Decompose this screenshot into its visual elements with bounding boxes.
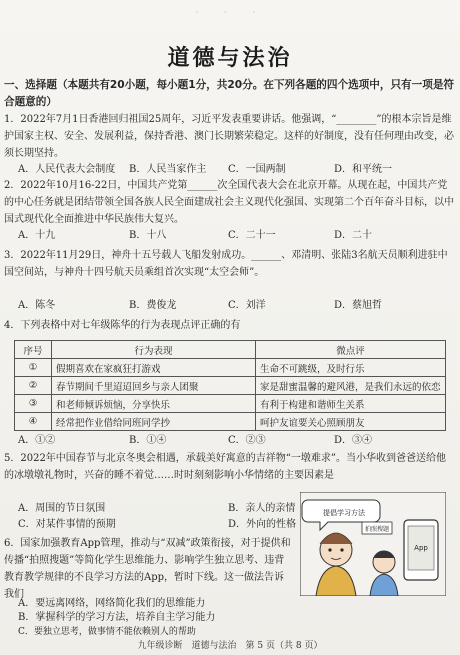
- section-heading: 一、选择题（本题共有20小题，每小题1分，共20分。在下列各题的四个选项中，只有一项是符合题意的）: [4, 79, 455, 108]
- column-header: 序号: [15, 341, 52, 359]
- row-number: ②: [15, 377, 52, 395]
- question-4: [4, 317, 456, 334]
- column-header: 行为表现: [52, 341, 256, 359]
- comment-cell: 家是甜蜜温馨的避风港，是我们永远的依恋: [256, 377, 446, 395]
- table-header-row: [15, 341, 446, 359]
- option-a: A．人民代表大会制度: [18, 164, 116, 175]
- column-header: 微点评: [256, 341, 446, 359]
- option-a: A．要远离网络，网络简化我们的思维能力: [18, 598, 206, 609]
- option-b: B．人民当家作主: [129, 164, 207, 175]
- option-a: A．①②: [18, 435, 56, 446]
- row-number: ①: [15, 359, 52, 377]
- page-footer: 九年级诊断 道德与法治 第 5 页（共 8 页）: [137, 641, 323, 651]
- question-stem: 4．下列表格中对七年级陈华的行为表现点评正确的有: [4, 320, 241, 331]
- option-a: A．陈冬: [18, 300, 56, 311]
- table-row: [15, 377, 446, 395]
- option-b: B．①④: [129, 435, 167, 446]
- option-b: B．亲人的亲情: [228, 503, 296, 514]
- option-c: C．一国两制: [228, 164, 286, 175]
- option-c: C．二十一: [228, 230, 276, 241]
- option-d: D．二十: [334, 230, 373, 241]
- row-number: ④: [15, 413, 52, 431]
- option-a: A．十九: [18, 230, 56, 241]
- behavior-cell: 经常把作业借给同班同学抄: [52, 413, 256, 431]
- option-d: D．外向的性格: [228, 519, 297, 530]
- option-d: D．和平统一: [334, 164, 393, 175]
- question-1: [4, 111, 456, 162]
- table-row: [15, 413, 446, 431]
- comment-cell: 呵护友谊要关心照顾朋友: [256, 413, 446, 431]
- question-6: [4, 535, 294, 603]
- behavior-table: [14, 340, 446, 431]
- question-stem: 6．国家加强教育App管理，推动与“双减”政策衔接，对于提供和传播“拍照搜题”等简化学生思维能力、影响学生独立思考、违背教育教学规律的不良学习方法的App，暂时下线。这一做法告诉我们: [4, 538, 291, 600]
- option-d: D．③④: [334, 435, 373, 446]
- option-b: B．费俊龙: [129, 300, 177, 311]
- question-stem: 1．2022年7月1日香港回归祖国25周年，习近平发表重要讲话。他强调，“________”的根本宗旨是维护国家主权、安全、发展利益，保持香港、澳门长期繁荣稳定。这样的好制度，没有任何理由改变，必须长期坚持。: [4, 114, 454, 159]
- question-5: [4, 450, 456, 484]
- option-b: B．十八: [129, 230, 167, 241]
- sign-text: 拍照搜题: [364, 526, 390, 533]
- row-number: ③: [15, 395, 52, 413]
- option-c: C．②③: [228, 435, 266, 446]
- question-stem: 2．2022年10月16-22日，中国共产党第______次全国代表大会在北京开幕。从现在起，中国共产党的中心任务就是团结带领全国各族人民全面建成社会主义现代化强国、实现第二个百年奋斗目标，以中国式现代化全面推进中华民族伟大复兴。: [4, 180, 454, 225]
- option-d: D．蔡旭哲: [334, 300, 383, 311]
- page-title: 道德与法治: [167, 46, 293, 71]
- comment-cell: 生命不可跳级，及时行乐: [256, 359, 446, 377]
- question-stem: 5．2022年中国春节与北京冬奥会相遇，承载美好寓意的吉祥物“一墩难求”。当小华收到爸爸送给他的冰墩墩礼物时，兴奋的睡不着觉……时时刻刻影响小华情绪的主要因素是: [4, 453, 447, 481]
- bleed-through-text: · · ·: [195, 6, 257, 19]
- table-row: [15, 359, 446, 377]
- speech-bubble-text: 提倡学习方法: [323, 509, 365, 517]
- cartoon-illustration: [300, 492, 446, 596]
- behavior-cell: 春节期间千里迢迢回乡与亲人团聚: [52, 377, 256, 395]
- option-c: C．要独立思考，做事情不能依赖别人的帮助: [18, 627, 196, 637]
- behavior-cell: 和老师倾诉烦恼，分享快乐: [52, 395, 256, 413]
- option-b: B．掌握科学的学习方法，培养自主学习能力: [18, 612, 216, 623]
- behavior-cell: 假期喜欢在家疯狂打游戏: [52, 359, 256, 377]
- option-c: C．对某件事情的预期: [18, 519, 116, 530]
- option-a: A．周围的节日氛围: [18, 503, 106, 514]
- phone-app-text: App: [414, 544, 428, 552]
- comment-cell: 有利于构建和谐师生关系: [256, 395, 446, 413]
- question-stem: 3．2022年11月29日，神舟十五号载人飞船发射成功。______、邓清明、张陆3名航天员顺利进驻中国空间站，与神舟十四号航天员乘组首次实现“太空会师”。: [4, 250, 448, 278]
- option-c: C．刘洋: [228, 300, 266, 311]
- question-3: [4, 247, 456, 281]
- question-2: [4, 177, 456, 228]
- table-row: [15, 395, 446, 413]
